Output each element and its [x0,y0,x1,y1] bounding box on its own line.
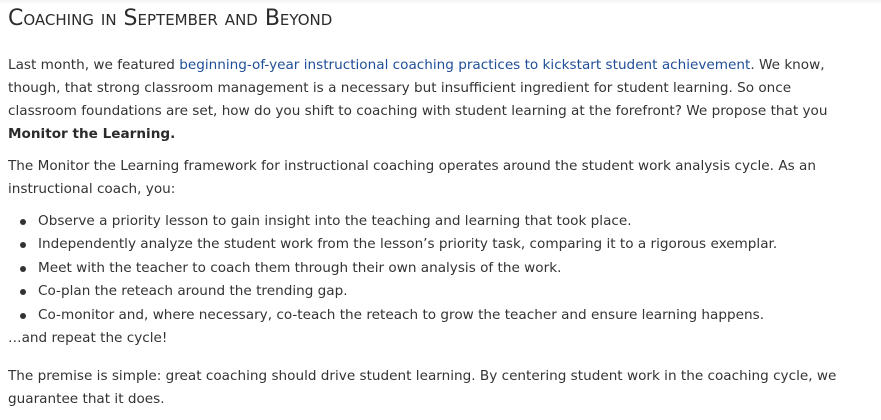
intro-paragraph [8,54,858,146]
bullet-icon [20,242,26,248]
repeat-cycle-line: …and repeat the cycle! [8,330,168,347]
cycle-steps-list [8,210,858,327]
list-item-text: Co-monitor and, where necessary, co-teach the reteach to grow the teacher and ensure learning happens. [38,306,765,323]
list-item [20,233,858,256]
list-item-text: Independently analyze the student work from the lesson’s priority task, comparing it to a rigorous exemplar. [38,236,778,253]
bullet-icon [20,266,26,272]
bullet-icon [20,219,26,225]
article-title: Coaching in September and Beyond [8,6,333,31]
list-item-text: Co-plan the reteach around the trending gap. [38,283,348,300]
monitor-the-learning-bold: Monitor the Learning. [8,126,176,142]
coaching-practices-link[interactable]: beginning-of-year instructional coaching practices to kickstart student achievement [179,57,751,73]
article-body [8,54,858,420]
top-shadow-band [0,0,881,4]
closing-paragraph: The premise is simple: great coaching should drive student learning. By centering student work in the coaching cycle, we guarantee that it does. [8,368,837,408]
bullet-icon [20,289,26,295]
bullet-icon [20,313,26,319]
list-item [20,304,858,327]
intro-text-after-link: . We know, though, that strong classroom management is a necessary but insufficient ingredient for student learning. So once classroom foundations are set, how do you shift to coaching with student learning at the forefront? We propose that you [8,57,828,119]
list-item-text: Meet with the teacher to coach them through their own analysis of the work. [38,259,562,276]
list-item [20,257,858,280]
list-item [20,280,858,303]
list-item [20,210,858,233]
framework-paragraph: The Monitor the Learning framework for instructional coaching operates around the student work analysis cycle. As an instructional coach, you: [8,158,816,197]
intro-text-before-link: Last month, we featured [8,57,180,73]
list-item-text: Observe a priority lesson to gain insight into the teaching and learning that took place. [38,213,632,229]
